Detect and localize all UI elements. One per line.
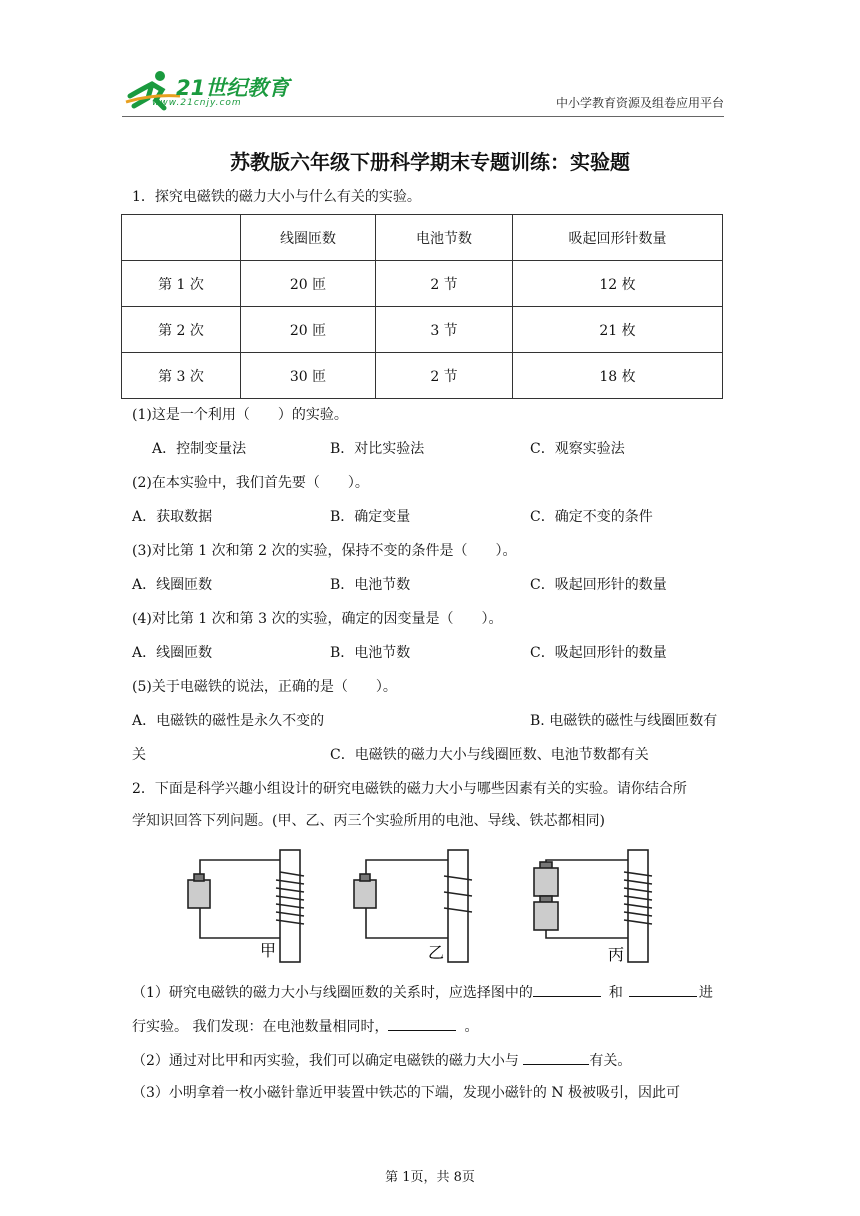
table-header-cell: 线圈匝数 (241, 215, 376, 261)
q1-sub5-option-b-cont: 关 (132, 747, 146, 763)
table-row (122, 353, 723, 399)
q1-sub2-option-a: A．获取数据 (132, 509, 213, 525)
table-cell: 18 枚 (513, 353, 723, 399)
table-header-cell (122, 215, 241, 261)
q1-sub1-option-c: C．观察实验法 (530, 441, 625, 457)
q1-sub5-option-b: B. 电磁铁的磁性与线圈匝数有 (530, 713, 718, 729)
q1-stem: 1．探究电磁铁的磁力大小与什么有关的实验。 (132, 189, 421, 205)
q1-sub2-option-b: B．确定变量 (330, 509, 411, 525)
q1-sub3-option-b: B．电池节数 (330, 577, 411, 593)
table-row (122, 261, 723, 307)
q1-sub3: (3)对比第 1 次和第 2 次的实验，保持不变的条件是（ ）。 (132, 543, 517, 559)
q1-sub1-option-b: B．对比实验法 (330, 441, 425, 457)
q1-sub1-option-a: A．控制变量法 (152, 441, 247, 457)
table-header-cell: 吸起回形针数量 (513, 215, 723, 261)
table-cell: 2 节 (376, 261, 513, 307)
figure-label-yi: 乙 (428, 943, 445, 962)
table-cell: 2 节 (376, 353, 513, 399)
q2-sub1-line2 (132, 1016, 478, 1036)
page-title: 苏教版六年级下册科学期末专题训练：实验题 (230, 150, 630, 174)
platform-name: 中小学教育资源及组卷应用平台 (555, 96, 724, 110)
figure-label-bing: 丙 (608, 945, 625, 964)
table-cell: 20 匝 (241, 307, 376, 353)
answer-blank[interactable] (533, 982, 601, 997)
circuit-figure (180, 846, 680, 970)
q2-sub1-text-2: 行实验。 我们发现：在电池数量相同时， (132, 1019, 389, 1035)
q1-sub3-option-a: A．线圈匝数 (132, 577, 213, 593)
answer-blank[interactable] (388, 1016, 456, 1031)
logo (122, 66, 292, 114)
q2-stem-line2: 学知识回答下列问题。(甲、乙、丙三个实验所用的电池、导线、铁芯都相同) (132, 813, 605, 829)
table-cell: 12 枚 (513, 261, 723, 307)
q1-sub5-option-a: A．电磁铁的磁性是永久不变的 (132, 713, 325, 729)
q2-sub2-line (132, 1050, 631, 1070)
logo-url: www.21cnjy.com (152, 98, 242, 108)
table-row (122, 307, 723, 353)
q2-sub2-end: 有关。 (589, 1053, 632, 1069)
q1-sub5: (5)关于电磁铁的说法，正确的是（ ）。 (132, 679, 397, 695)
q1-sub4: (4)对比第 1 次和第 3 次的实验，确定的因变量是（ ）。 (132, 611, 503, 627)
circuit-yi (354, 850, 472, 962)
table-cell: 第 2 次 (122, 307, 241, 353)
logo-text: 21世纪教育 (176, 76, 290, 100)
q2-sub1-jin: 进 (698, 985, 713, 1001)
table-cell: 第 1 次 (122, 261, 241, 307)
q1-sub3-option-c: C．吸起回形针的数量 (530, 577, 667, 593)
figure-label-jia: 甲 (260, 941, 277, 960)
q2-stem-line1: 2．下面是科学兴趣小组设计的研究电磁铁的磁力大小与哪些因素有关的实验。请你结合所 (132, 781, 687, 797)
table-cell: 3 节 (376, 307, 513, 353)
circuit-jia (188, 850, 304, 962)
experiment-table (121, 214, 723, 399)
q2-sub1-and: 和 (608, 985, 623, 1001)
q1-sub4-option-b: B．电池节数 (330, 645, 411, 661)
q2-sub1-text: （1）研究电磁铁的磁力大小与线圈匝数的关系时，应选择图中的 (132, 985, 533, 1001)
table-cell: 20 匝 (241, 261, 376, 307)
q2-sub1-line1 (132, 982, 713, 1002)
q1-sub4-option-c: C．吸起回形针的数量 (530, 645, 667, 661)
circuit-bing (534, 850, 652, 962)
circuit-diagrams (180, 846, 680, 970)
q2-sub1-end: 。 (464, 1019, 479, 1035)
q2-sub2-text: （2）通过对比甲和丙实验，我们可以确定电磁铁的磁力大小与 (132, 1053, 524, 1069)
q1-sub2: (2)在本实验中，我们首先要（ ）。 (132, 475, 369, 491)
table-header-cell: 电池节数 (376, 215, 513, 261)
table-cell: 第 3 次 (122, 353, 241, 399)
q1-sub4-option-a: A．线圈匝数 (132, 645, 213, 661)
q1-sub5-option-c: C．电磁铁的磁力大小与线圈匝数、电池节数都有关 (330, 747, 649, 763)
q1-sub1: (1)这是一个利用（ ）的实验。 (132, 407, 348, 423)
table-cell: 30 匝 (241, 353, 376, 399)
q2-sub3-line: （3）小明拿着一枚小磁针靠近甲装置中铁芯的下端，发现小磁针的 N 极被吸引，因此可 (132, 1085, 681, 1101)
answer-blank[interactable] (629, 982, 697, 997)
page-footer: 第 1页，共 8页 (385, 1170, 475, 1185)
table-cell: 21 枚 (513, 307, 723, 353)
answer-blank[interactable] (523, 1050, 589, 1065)
q1-sub2-option-c: C．确定不变的条件 (530, 509, 653, 525)
table-header-row (122, 215, 723, 261)
page-header (122, 66, 724, 117)
